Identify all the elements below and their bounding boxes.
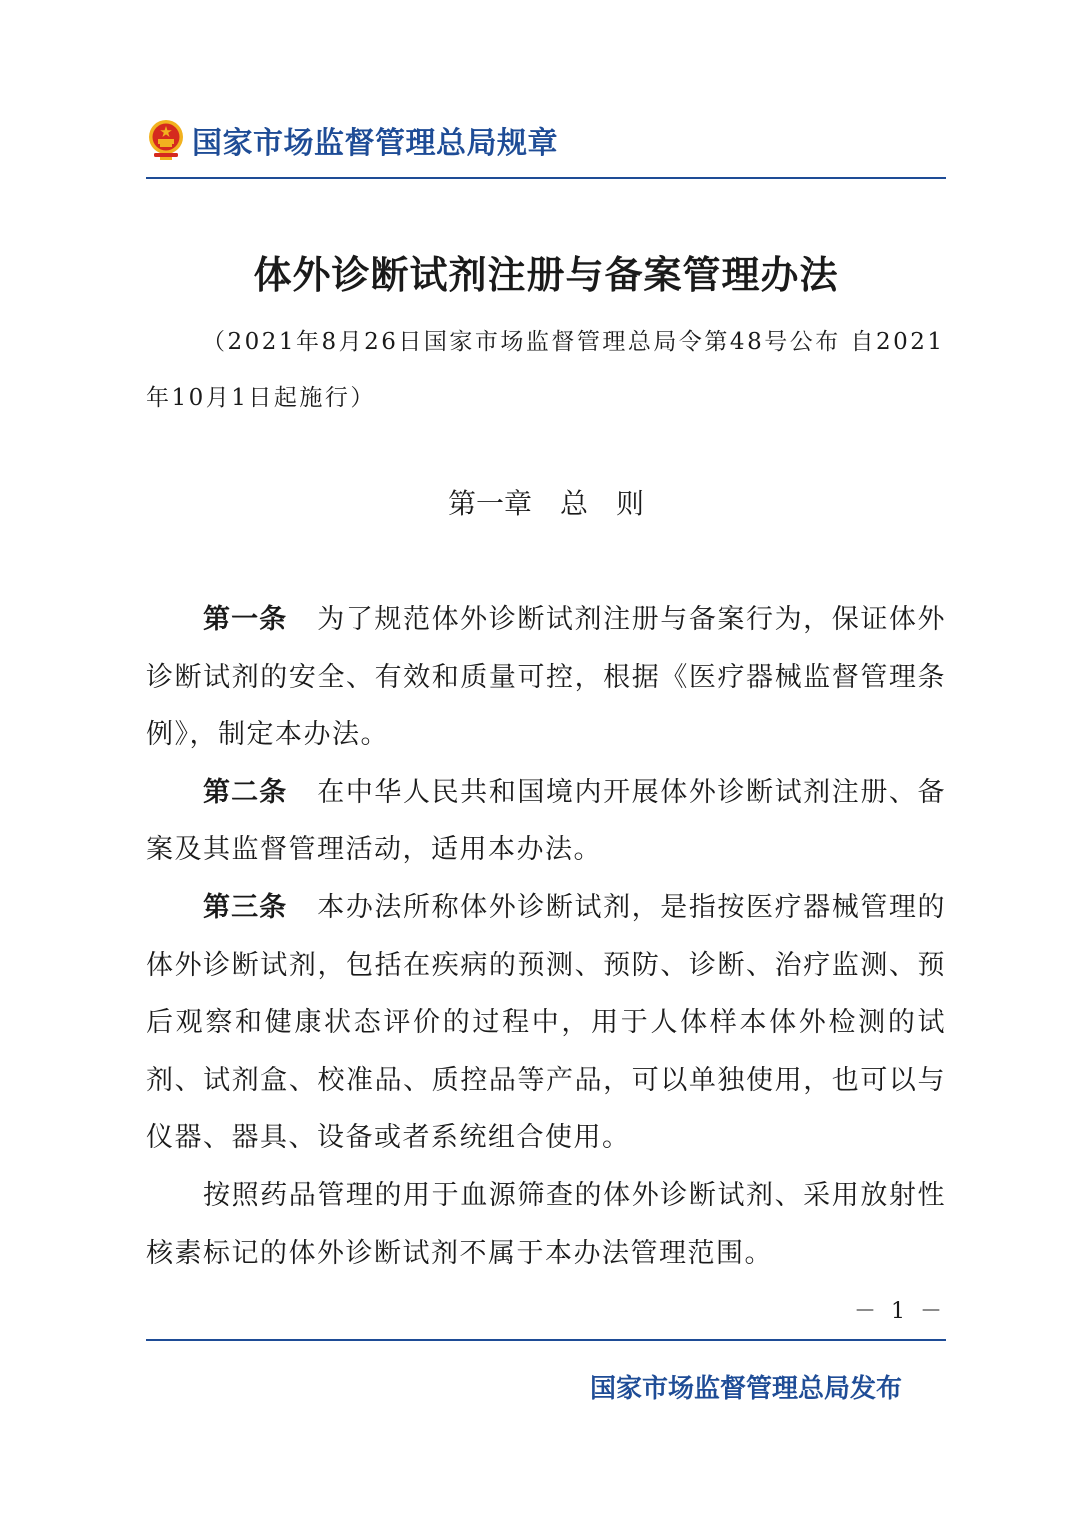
page-number: － 1 － <box>854 1299 946 1324</box>
article-number: 第二条 <box>203 776 288 808</box>
page-header <box>146 116 558 164</box>
article-number: 第一条 <box>203 604 288 635</box>
promulgation-note: （2021年8月26日国家市场监督管理总局令第48号公布 自2021年10月1日起施行） <box>146 329 945 411</box>
chapter-heading: 第一章 总 则 <box>447 487 644 520</box>
articles <box>146 591 946 1282</box>
article-1 <box>146 591 946 764</box>
document-title: 体外诊断试剂注册与备案管理办法 <box>253 253 839 297</box>
article-number: 第三条 <box>203 891 288 923</box>
article-3 <box>146 879 946 1167</box>
national-emblem-icon <box>146 118 186 162</box>
header-title: 国家市场监督管理总局规章 <box>192 126 558 161</box>
header-rule <box>146 177 946 179</box>
footer-rule <box>146 1339 946 1341</box>
article-2 <box>146 764 946 879</box>
article-3-continuation: 按照药品管理的用于血源筛查的体外诊断试剂、采用放射性核素标记的体外诊断试剂不属于本办法管理范围。 <box>146 1179 946 1269</box>
article-text: 在中华人民共和国境内开展体外诊断试剂注册、备案及其监督管理活动，适用本办法。 <box>146 776 946 866</box>
article-text: 为了规范体外诊断试剂注册与备案行为，保证体外诊断试剂的安全、有效和质量可控，根据《医疗器械监督管理条例》，制定本办法。 <box>146 604 946 751</box>
footer-publisher: 国家市场监督管理总局发布 <box>589 1374 902 1404</box>
article-text: 本办法所称体外诊断试剂，是指按医疗器械管理的体外诊断试剂，包括在疾病的预测、预防、诊断、治疗监测、预后观察和健康状态评价的过程中，用于人体样本体外检测的试剂、试剂盒、校准品、质控品等产品，可以单独使用，也可以与仪器、器具、设备或者系统组合使用。 <box>146 891 946 1154</box>
